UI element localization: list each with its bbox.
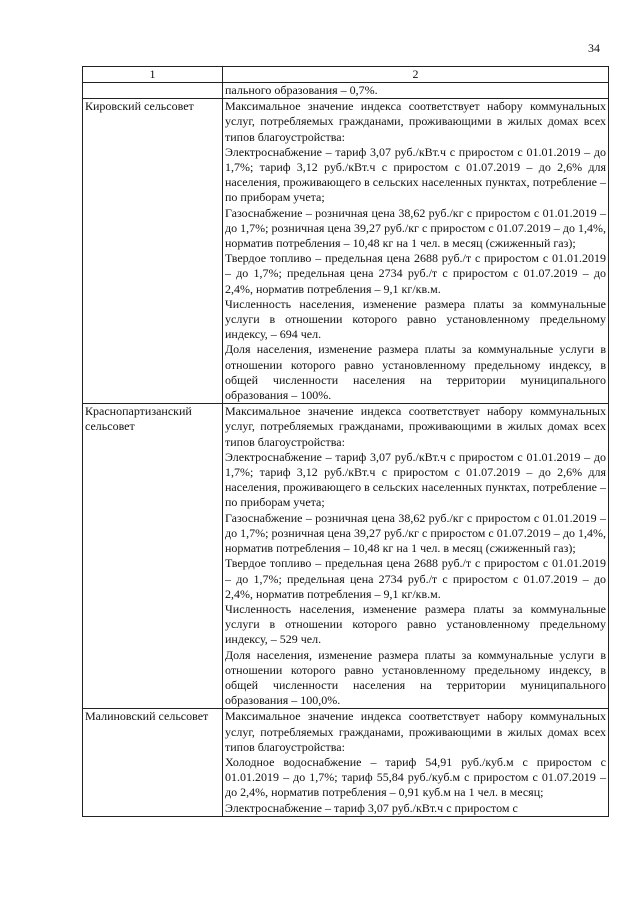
settlement-description: [223, 709, 609, 816]
table-header-row: [83, 67, 609, 83]
paragraph: Газоснабжение – розничная цена 38,62 руб./кг с приростом с 01.01.2019 – до 1,7%; розничная цена 39,27 руб./кг с приростом с 01.07.2019 – до 1,4%, норматив потребления – 10,48 кг на 1 чел. в месяц (сжиженный газ);: [225, 205, 606, 251]
table-row: [83, 99, 609, 404]
settlement-name: Краснопартизанский сельсовет: [83, 404, 223, 709]
paragraph: Электроснабжение – тариф 3,07 руб./кВт.ч с приростом с 01.01.2019 – до 1,7%; тариф 3,12 руб./кВт.ч с приростом с 01.07.2019 – до 2,6% для населения, проживающего в сельских населенных пунктах, потребление – по приборам учета;: [225, 144, 606, 205]
continuation-row: [83, 83, 609, 99]
paragraph: Твердое топливо – предельная цена 2688 руб./т с приростом с 01.01.2019 – до 1,7%; предельная цена 2734 руб./т с приростом с 01.07.2019 – до 2,4%, норматив потребления – 9,1 кг/кв.м.: [225, 251, 606, 296]
column-1-header: 1: [83, 67, 223, 83]
settlement-name: Кировский сельсовет: [83, 99, 223, 404]
paragraph: Газоснабжение – розничная цена 38,62 руб./кг с приростом с 01.01.2019 – до 1,7%; розничная цена 39,27 руб./кг с приростом с 01.07.2019 – до 1,4%, норматив потребления – 10,48 кг на 1 чел. в месяц (сжиженный газ);: [225, 510, 606, 556]
tariff-table: [82, 66, 609, 817]
column-2-header: 2: [223, 67, 609, 83]
paragraph: Доля населения, изменение размера платы за коммунальные услуги в отношении которого равно установленному предельному индексу, в общей численности населения на территории муниципального образования – 100,0%.: [225, 647, 606, 708]
page-number: 34: [588, 41, 600, 55]
settlement-description: [223, 404, 609, 709]
paragraph: Максимальное значение индекса соответствует набору коммунальных услуг, потребляемых гражданами, проживающими в жилых домах всех типов благоустройства:: [225, 99, 606, 144]
paragraph: Холодное водоснабжение – тариф 54,91 руб./куб.м с приростом с 01.01.2019 – до 1,7%; тариф 55,84 руб./куб.м с приростом с 01.07.2019 – до 2,4%, норматив потребления – 0,91 куб.м на 1 чел. в месяц;: [225, 754, 606, 800]
paragraph: Доля населения, изменение размера платы за коммунальные услуги в отношении которого равно установленному предельному индексу, в общей численности населения на территории муниципального образования – 100%.: [225, 342, 606, 403]
settlement-description: [223, 99, 609, 404]
table-row: [83, 709, 609, 816]
paragraph: Численность населения, изменение размера платы за коммунальные услуги в отношении которого равно установленному предельному индексу, – 529 чел.: [225, 601, 606, 647]
paragraph: Электроснабжение – тариф 3,07 руб./кВт.ч с приростом с: [225, 800, 518, 815]
paragraph: Электроснабжение – тариф 3,07 руб./кВт.ч с приростом с 01.01.2019 – до 1,7%; тариф 3,12 руб./кВт.ч с приростом с 01.07.2019 – до 2,6% для населения, проживающего в сельских населенных пунктах, потребление – по приборам учета;: [225, 449, 606, 510]
continuation-name-cell: [83, 83, 223, 99]
continuation-cell: [223, 83, 609, 99]
paragraph: Максимальное значение индекса соответствует набору коммунальных услуг, потребляемых гражданами, проживающими в жилых домах всех типов благоустройства:: [225, 404, 606, 449]
settlement-name: Малиновский сельсовет: [83, 709, 223, 816]
table-row: [83, 404, 609, 709]
paragraph: Численность населения, изменение размера платы за коммунальные услуги в отношении которого равно установленному предельному индексу, – 694 чел.: [225, 296, 606, 342]
paragraph: Твердое топливо – предельная цена 2688 руб./т с приростом с 01.01.2019 – до 1,7%; предельная цена 2734 руб./т с приростом с 01.07.2019 – до 2,4%, норматив потребления – 9,1 кг/кв.м.: [225, 556, 606, 601]
continuation-text: пального образования – 0,7%.: [225, 83, 378, 97]
paragraph: Максимальное значение индекса соответствует набору коммунальных услуг, потребляемых гражданами, проживающими в жилых домах всех типов благоустройства:: [225, 709, 606, 754]
